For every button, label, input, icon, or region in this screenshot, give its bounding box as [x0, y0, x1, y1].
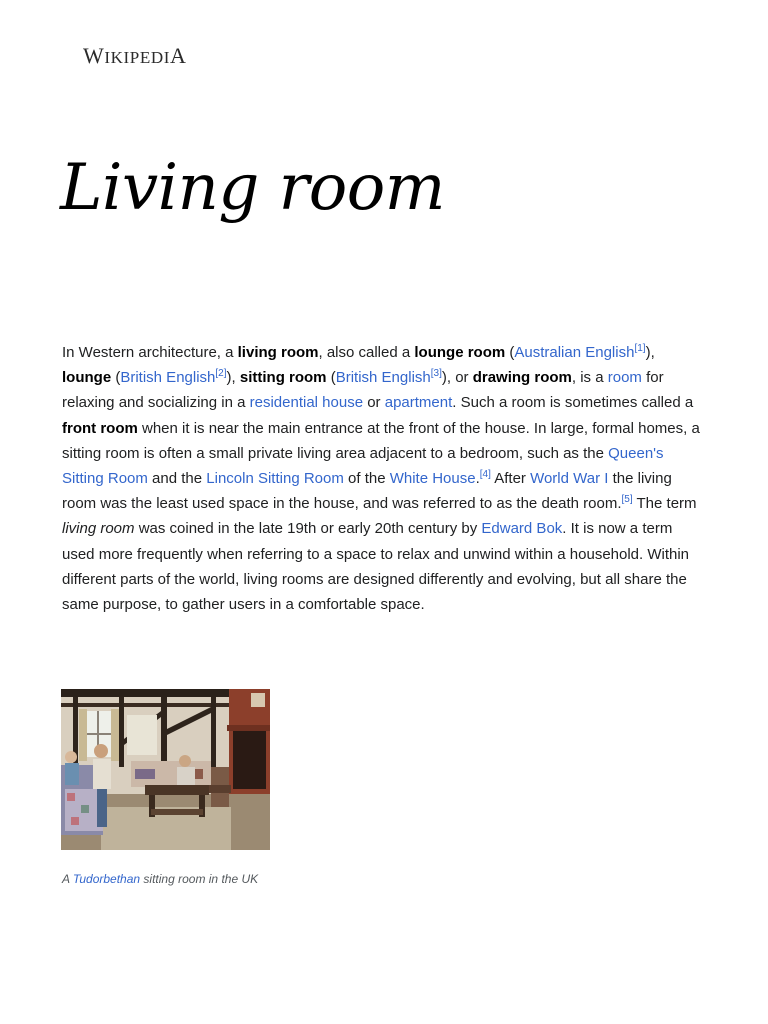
- text: when it is near the main entrance at the front of the house. In large, formal homes, a sitting room is often a small private living area adjacent to a bedroom, such as the: [62, 419, 700, 462]
- caption-text: sitting room in the UK: [140, 872, 259, 886]
- text: After: [490, 470, 531, 488]
- living-room-photo[interactable]: [61, 689, 270, 850]
- reference-1[interactable]: [634, 343, 645, 354]
- bold-term: lounge: [62, 369, 112, 387]
- text: was coined in the late 19th or early 20th century by: [134, 520, 482, 538]
- link-australian-english[interactable]: Australian English: [514, 344, 635, 361]
- reference-link[interactable]: [1]: [634, 343, 646, 354]
- reference-4[interactable]: [480, 469, 491, 480]
- text: . It is now a term used more frequently when referring to a space to relax and unwind within a household. Within different parts of the world, living rooms are designed differently and evolving, but all share the same purpose, to gather users in a comfortable space.: [62, 520, 690, 614]
- link-british-english[interactable]: British English: [120, 369, 216, 387]
- reference-link[interactable]: [2]: [215, 368, 227, 380]
- page-title: Living room: [60, 151, 445, 225]
- link-queens-sitting-room[interactable]: Queen's Sitting Room: [62, 444, 664, 488]
- reference-link[interactable]: [4]: [479, 469, 491, 481]
- bold-term: drawing room: [472, 369, 572, 387]
- link-room[interactable]: room: [607, 369, 642, 387]
- photo-illustration: [61, 689, 270, 850]
- link-british-english[interactable]: British English: [335, 369, 431, 387]
- text: and the: [147, 470, 207, 488]
- text: . Such a room is sometimes called a: [452, 394, 694, 412]
- text: .: [475, 470, 480, 488]
- bold-term: front room: [62, 419, 138, 437]
- italic-term: living room: [62, 520, 135, 538]
- reference-3[interactable]: [431, 368, 442, 379]
- text: , also called a: [318, 344, 415, 361]
- text: ),: [645, 344, 655, 361]
- text: for relaxing and socializing in a: [62, 369, 664, 412]
- bold-term: living room: [237, 344, 319, 361]
- link-apartment[interactable]: apartment: [384, 394, 453, 412]
- wordmark-letter: A: [169, 43, 187, 68]
- wordmark-letters: IKIPEDI: [104, 48, 170, 67]
- text: ), or: [441, 369, 473, 387]
- lead-paragraph: [62, 340, 708, 617]
- text: (: [111, 369, 121, 387]
- bold-term: sitting room: [239, 369, 327, 387]
- bold-term: lounge room: [414, 344, 506, 361]
- text: (: [505, 344, 515, 361]
- text: ),: [226, 369, 240, 387]
- text: The term: [632, 495, 697, 513]
- text: or: [363, 394, 385, 412]
- wikipedia-wordmark[interactable]: [83, 44, 186, 70]
- link-edward-bok[interactable]: Edward Bok: [481, 520, 563, 538]
- reference-5[interactable]: [622, 494, 633, 505]
- link-lincoln-sitting-room[interactable]: Lincoln Sitting Room: [206, 470, 344, 488]
- reference-link[interactable]: [3]: [430, 368, 442, 380]
- reference-2[interactable]: [215, 368, 226, 379]
- text: In Western architecture, a: [62, 344, 238, 361]
- link-world-war-i[interactable]: World War I: [530, 470, 609, 488]
- link-tudorbethan[interactable]: Tudorbethan: [72, 872, 141, 886]
- text: of the: [343, 470, 390, 488]
- caption-text: A: [62, 872, 73, 886]
- figure-caption: [62, 872, 258, 886]
- link-white-house[interactable]: White House: [389, 470, 476, 488]
- text: the living room was the least used space in the house, and was referred to as the death room.: [62, 470, 672, 513]
- reference-link[interactable]: [5]: [621, 494, 633, 506]
- text: (: [326, 369, 336, 387]
- wordmark-letter: W: [83, 43, 105, 68]
- link-residential-house[interactable]: residential house: [249, 394, 364, 412]
- text: , is a: [571, 369, 608, 387]
